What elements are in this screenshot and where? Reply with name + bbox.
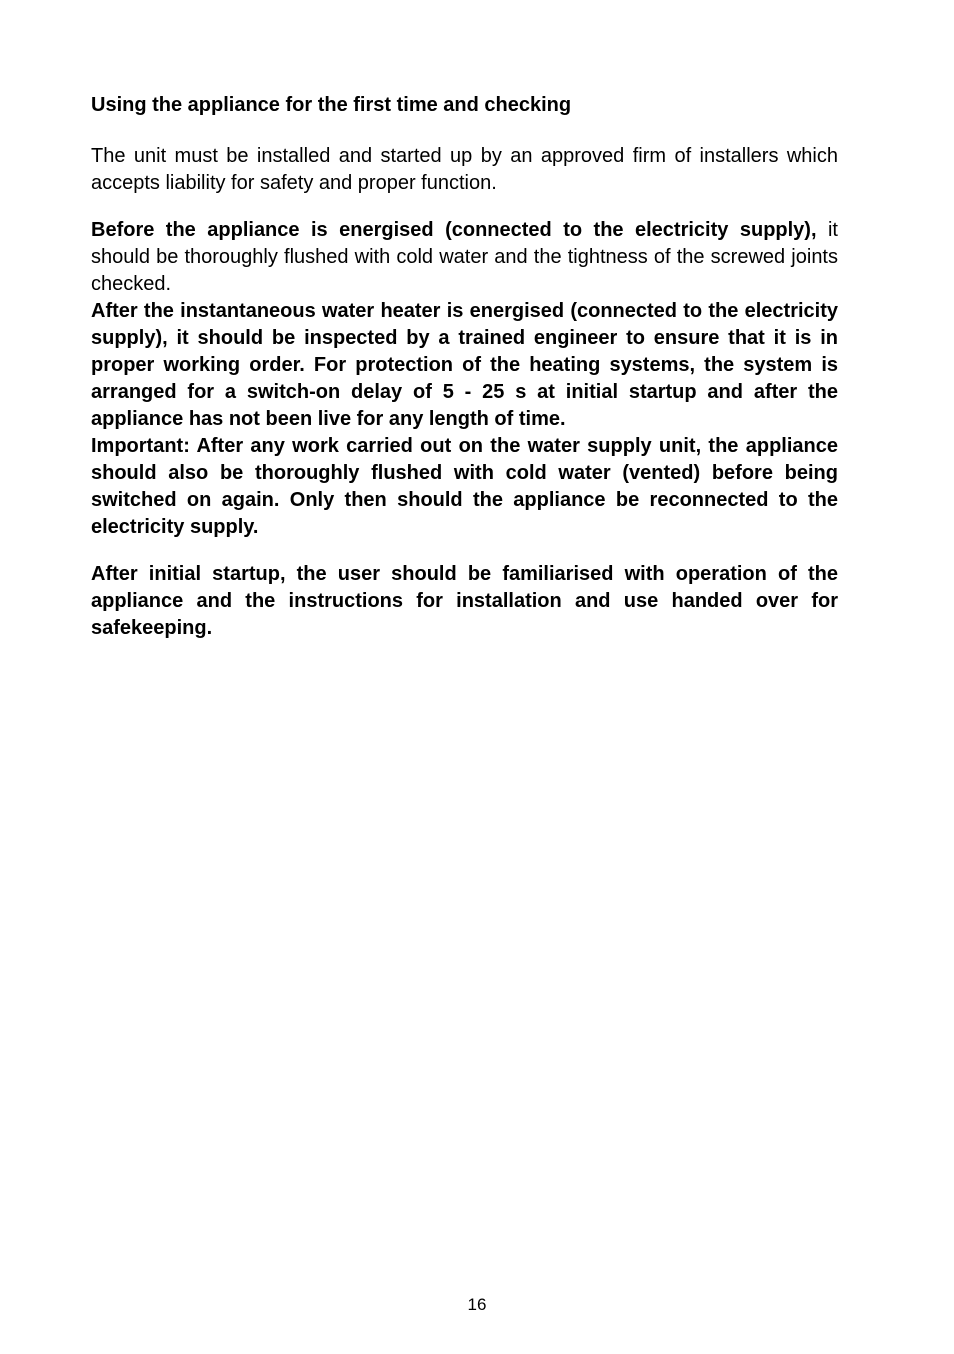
after-startup-paragraph: After initial startup, the user should be familiarised with operation of the appliance and the instructions for installation and use handed over for safekeeping. [91,563,838,639]
section-heading: Using the appliance for the first time and checking [91,94,572,116]
before-energised-bold-text: Before the appliance is energised (connected to the electricity supply), [91,219,817,241]
important-paragraph: Important: After any work carried out on the water supply unit, the appliance should also be thoroughly flushed with cold water (vented) before being switched on again. Only then should the appliance be reconnected to the electricity supply. [91,435,838,538]
page-number: 16 [467,1295,487,1314]
after-energised-paragraph: After the instantaneous water heater is energised (connected to the electricity supply), it should be inspected by a trained engineer to ensure that it is in proper working order. For protection of the heating systems, the system is arranged for a switch-on delay of 5 - 25 s at initial startup and after the appliance has not been live for any length of time. [91,300,838,430]
intro-paragraph: The unit must be installed and started up by an approved firm of installers which accepts liability for safety and proper function. [91,145,838,194]
before-energised-text: it should be thoroughly flushed with cold water and the tightness of the screwed joints checked. [91,219,838,295]
document-body [91,92,838,642]
before-energised-paragraph [91,217,838,298]
